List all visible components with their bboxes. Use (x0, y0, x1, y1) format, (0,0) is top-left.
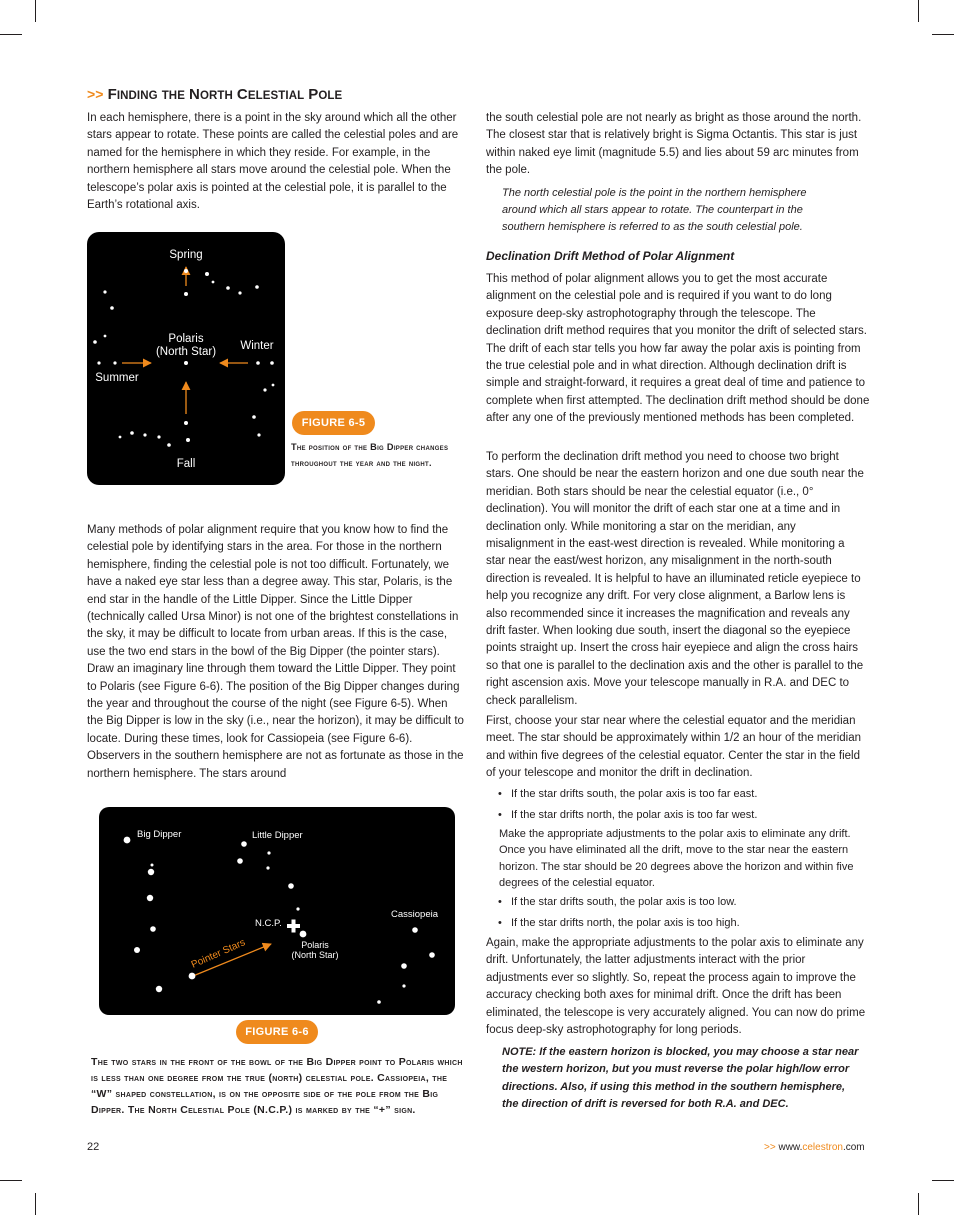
star (256, 361, 260, 365)
star (429, 952, 435, 958)
title-word: ELESTIAL (247, 90, 305, 102)
south-pole-paragraph: the south celestial pole are not nearly as bright as those around the north. The closest star that is relatively bright is Sigma Octantis. This star is just within naked eye limit (magnitude 5.5) and lies about 59 arc minutes from the pole. (486, 112, 862, 177)
star (184, 269, 188, 273)
section-title (87, 86, 342, 103)
heading-arrow: >> (87, 86, 104, 102)
season-label-summer: Summer (95, 372, 139, 384)
little-dipper-label: Little Dipper (252, 830, 303, 841)
north-star-label: (North Star) (155, 346, 217, 358)
figure-6-5-caption: The position of the Big Dipper changes throughout the year and the night. (291, 442, 449, 468)
star (184, 421, 188, 425)
season-label-winter: Winter (240, 340, 274, 352)
crop-mark (0, 1180, 22, 1181)
declination-drift-subheading: Declination Drift Method of Polar Alignment (486, 249, 735, 263)
star (377, 1000, 381, 1004)
star (97, 361, 100, 364)
star (263, 388, 266, 391)
footer-tld: .com (842, 1142, 865, 1153)
title-word: THE (161, 90, 185, 102)
star (104, 335, 107, 338)
crop-mark (932, 34, 954, 35)
season-label-fall: Fall (176, 458, 196, 470)
star (93, 340, 97, 344)
crop-mark (918, 1193, 919, 1215)
star (237, 858, 243, 864)
star (412, 927, 418, 933)
figure-6-6-svg (99, 807, 455, 1015)
star (272, 384, 275, 387)
star (167, 443, 171, 447)
figure-6-5-badge: FIGURE 6-5 (292, 411, 375, 435)
season-label-spring: Spring (169, 249, 203, 261)
horizon-drift-list (497, 894, 867, 935)
star (147, 895, 153, 901)
pointer-stars-label: Pointer Stars (189, 937, 248, 971)
title-cap: N (189, 86, 200, 103)
meridian-drift-list (497, 786, 867, 827)
footer-www: www. (778, 1142, 803, 1153)
figure-6-5-diagram (87, 232, 285, 485)
polaris-label: Polaris (301, 940, 329, 950)
drift-method-paragraph: This method of polar alignment allows you to get the most accurate alignment on the celestial pole and is required if you want to do long exposure deep-sky astrophotography through the telescope. The declination drift method requires that you monitor the drift of selected stars. The drift of each star tells you how far away the polar axis is pointing from the true celestial pole and in what direction. Although declination drift is simple and straight-forward, it requires a great deal of time and patience to complete when first attempted. The declination drift method should be done after any one of the previously mentioned methods has been completed. (486, 273, 870, 425)
star (267, 851, 270, 854)
crop-mark (35, 1193, 36, 1215)
star (266, 866, 269, 869)
website-link[interactable] (764, 1142, 865, 1153)
star (255, 285, 259, 289)
title-word: ORTH (199, 90, 233, 102)
figure-6-5-svg (87, 232, 285, 485)
star (205, 272, 209, 276)
star (252, 415, 256, 419)
big-dipper-label: Big Dipper (137, 829, 182, 840)
star (113, 361, 116, 364)
title-cap: F (107, 86, 117, 103)
crop-mark (35, 0, 36, 22)
star (270, 361, 274, 365)
list-item: • If the star drifts south, the polar axis is too low. (497, 894, 867, 910)
crop-mark (932, 1180, 954, 1181)
star (238, 291, 241, 294)
pole-finding-paragraph: Many methods of polar alignment require that you know how to find the celestial pole by identifying stars in the area. For those in the northern hemisphere, finding the celestial pole is not too difficult. Fortunately, we have a naked eye star less than a degree away. This star, Polaris, is the end star in the handle of the Little Dipper. Since the Little Dipper (technically called Ursa Minor) is not one of the brightest constellations in the sky, it may be difficult to locate from urban areas. If this is the case, use the two end stars in the bowl of the Big Dipper (the pointer stars). Draw an imaginary line through them toward the Little Dipper. They point to Polaris (see Figure 6-6). The position of the Big Dipper changes during the year and throughout the course of the night (see Figure 6-5). When the Big Dipper is low in the sky (i.e., near the horizon), it may be difficult to locate. During these times, look for Cassiopeia (see Figure 6-6). Observers in the southern hemisphere are not as fortunate as those in the northern hemisphere. The stars around (87, 524, 464, 780)
ncp-label: N.C.P. (255, 918, 282, 929)
star (110, 306, 114, 310)
star (143, 433, 146, 436)
star (186, 438, 190, 442)
star (184, 292, 188, 296)
title-word: INDING (116, 90, 158, 102)
figure-6-6-badge: FIGURE 6-6 (236, 1020, 318, 1044)
crop-mark (0, 34, 22, 35)
star (401, 963, 407, 969)
footer-brand: celestron (802, 1142, 843, 1153)
star (189, 973, 196, 980)
star (296, 907, 299, 910)
star (151, 864, 154, 867)
title-word: OLE (318, 90, 343, 102)
list-item: • If the star drifts north, the polar axis is too far west. (497, 807, 867, 823)
intro-paragraph: In each hemisphere, there is a point in the sky around which all the other stars appear to rotate. These points are called the celestial poles and are named for the hemisphere in which they reside. For example, in the northern hemisphere all stars move around the celestial pole. When the telescope’s polar axis is pointed at the celestial pole, it is parallel to the Earth’s rotational axis. (87, 112, 459, 212)
adjustment-paragraph: Make the appropriate adjustments to the polar axis to eliminate any drift. Once you have eliminated all the drift, move to the star near the eastern horizon. The star should be 20 degrees above the horizon and within five degrees of the celestial equator. (499, 828, 854, 889)
crop-mark (918, 0, 919, 22)
first-star-paragraph: First, choose your star near where the celestial equator and the meridian meet. The star should be approximately within 1/2 an hour of the meridian and within five degrees of the celestial equator. Center the star in the field of your telescope and monitor the drift in declination. (486, 715, 862, 780)
page-number: 22 (87, 1141, 100, 1153)
list-item: • If the star drifts south, the polar axis is too far east. (497, 786, 867, 802)
star (257, 433, 260, 436)
cassiopeia-label: Cassiopeia (391, 909, 438, 920)
star (288, 883, 294, 889)
star (184, 361, 188, 365)
star (157, 435, 160, 438)
star (226, 286, 230, 290)
star (212, 281, 215, 284)
drift-procedure-paragraph: To perform the declination drift method you need to choose two bright stars. One should be near the eastern horizon and one due south near the meridian. Both stars should be near the celestial equator (i.e., 0° declination). You will monitor the drift of each star one at a time and in declination only. While monitoring a star on the meridian, any misalignment in the east-west direction is revealed. While monitoring a star near the east/west horizon, any misalignment in the north-south direction is revealed. It is helpful to have an illuminated reticle eyepiece to help you recognize any drift. For very close alignment, a Barlow lens is also recommended since it increases the magnification and reveals any drift faster. When looking due south, insert the diagonal so the eyepiece points straight up. Insert the cross hair eyepiece and align the cross hairs so that one is parallel to the declination axis and the other is parallel to the right ascension axis. Move your telescope manually in R.A. and DEC to check parallelism. (486, 451, 864, 707)
polaris-label: Polaris (168, 333, 204, 345)
star (134, 947, 140, 953)
star (241, 841, 247, 847)
figure-6-6-diagram (99, 807, 455, 1015)
celestial-pole-note: The north celestial pole is the point in the northern hemisphere around which all stars appear to rotate. The counterpart in the southern hemisphere is referred to as the south celestial pole. (502, 187, 807, 233)
star (103, 290, 106, 293)
star (402, 984, 405, 987)
ncp-cross (287, 920, 300, 933)
star (148, 869, 154, 875)
footer-arrow: >> (764, 1142, 776, 1153)
north-star-label: (North Star) (291, 950, 339, 960)
title-cap: P (308, 86, 319, 103)
star (300, 931, 307, 938)
title-cap: C (236, 86, 248, 103)
star (156, 986, 162, 992)
repeat-adjustment-paragraph: Again, make the appropriate adjustments to the polar axis to eliminate any drift. Unfortunately, the latter adjustments interact with the prior adjustments ever so slightly. So, repeat the process again to improve the accuracy checking both axes for minimal drift. Once the drift has been eliminated, the telescope is very accurately aligned. You can now do prime focus deep-sky astrophotography for long periods. (486, 937, 866, 1037)
star (150, 926, 156, 932)
star (124, 837, 131, 844)
star (119, 436, 122, 439)
star (130, 431, 134, 435)
figure-6-6-caption: The two stars in the front of the bowl of the Big Dipper point to Polaris which is less than one degree from the true (north) celestial pole. Cassiopeia, the “W” shaped constellation, is on the opposite side of the pole from the Big Dipper. The North Celestial Pole (N.C.P.) is marked by the “+” sign. (91, 1056, 463, 1116)
horizon-blocked-note: NOTE: If the eastern horizon is blocked, you may choose a star near the western horizon, but you must reverse the polar high/low error directions. Also, if using this method in the southern hemisphere, the direction of drift is reversed for both R.A. and DEC. (502, 1046, 859, 1111)
list-item: • If the star drifts north, the polar axis is too high. (497, 915, 867, 931)
